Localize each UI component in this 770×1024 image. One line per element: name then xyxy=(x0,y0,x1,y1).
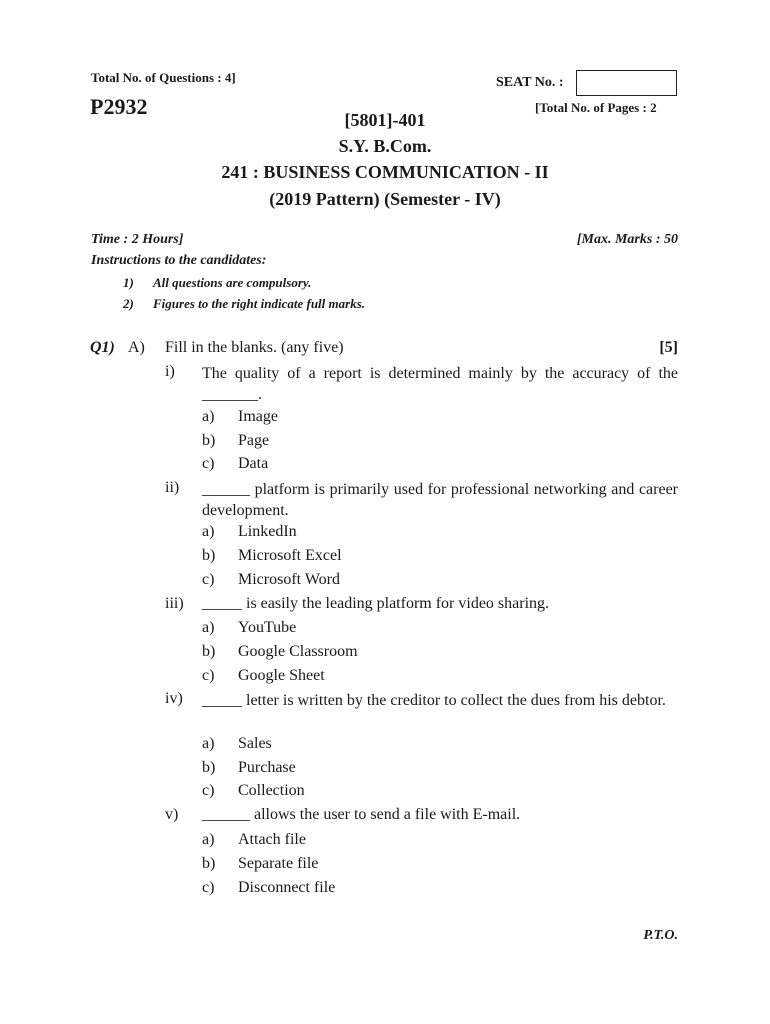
item-text: ______ allows the user to send a file with E-mail. xyxy=(202,806,521,823)
option-label: a) xyxy=(202,619,215,636)
pattern-title: (2019 Pattern) (Semester - IV) xyxy=(269,189,501,209)
option-label: c) xyxy=(202,455,215,472)
seat-label: SEAT No. : xyxy=(496,75,564,90)
item-text: _____ letter is written by the creditor to collect the dues from his debtor. xyxy=(202,692,666,709)
instruction-text: All questions are compulsory. xyxy=(153,275,312,290)
option-text: Google Classroom xyxy=(238,643,358,660)
instruction-text: Figures to the right indicate full marks. xyxy=(153,296,366,311)
seat-number-box[interactable] xyxy=(576,70,677,96)
option-label: b) xyxy=(202,432,216,449)
option-text: Separate file xyxy=(238,855,319,872)
paper-code: P2932 xyxy=(90,94,148,119)
max-marks: [Max. Marks : 50 xyxy=(576,232,678,247)
question-marks: [5] xyxy=(659,339,678,356)
instructions-title: Instructions to the candidates: xyxy=(91,253,267,268)
option-label: c) xyxy=(202,879,215,896)
question-number: Q1) xyxy=(90,339,115,356)
option-label: b) xyxy=(202,759,216,776)
option-text: Collection xyxy=(238,782,305,799)
total-questions: Total No. of Questions : 4] xyxy=(91,70,236,85)
course-title: S.Y. B.Com. xyxy=(338,136,432,156)
item-number: i) xyxy=(165,363,175,380)
item-number: iii) xyxy=(165,595,184,612)
option-label: a) xyxy=(202,523,215,540)
option-text: LinkedIn xyxy=(238,523,297,540)
option-text: Google Sheet xyxy=(238,667,325,684)
option-text: Microsoft Excel xyxy=(238,547,342,564)
option-label: c) xyxy=(202,667,215,684)
option-text: Microsoft Word xyxy=(238,571,340,588)
option-text: Disconnect file xyxy=(238,879,336,896)
item-number: ii) xyxy=(165,479,180,496)
item-text: The quality of a report is determined mainly by the accuracy of the _______. xyxy=(202,365,678,403)
subject-title: 241 : BUSINESS COMMUNICATION - II xyxy=(221,162,549,182)
option-text: YouTube xyxy=(238,619,297,636)
question-prompt: Fill in the blanks. (any five) xyxy=(165,339,344,356)
option-text: Purchase xyxy=(238,759,296,776)
option-text: Image xyxy=(238,408,278,425)
option-label: b) xyxy=(202,643,216,660)
option-label: b) xyxy=(202,855,216,872)
item-number: iv) xyxy=(165,690,183,707)
option-label: a) xyxy=(202,831,215,848)
option-text: Sales xyxy=(238,735,272,752)
option-text: Data xyxy=(238,455,269,472)
instruction-num: 2) xyxy=(123,296,134,311)
page-turn-note: P.T.O. xyxy=(643,928,678,943)
instruction-num: 1) xyxy=(123,275,134,290)
option-text: Attach file xyxy=(238,831,306,848)
option-label: b) xyxy=(202,547,216,564)
option-text: Page xyxy=(238,432,270,449)
option-label: c) xyxy=(202,782,215,799)
total-pages: [Total No. of Pages : 2 xyxy=(535,100,657,115)
question-part: A) xyxy=(128,339,145,356)
exam-code: [5801]-401 xyxy=(344,110,426,130)
item-text: ______ platform is primarily used for professional networking and career development. xyxy=(202,481,678,519)
time-label: Time : 2 Hours] xyxy=(91,232,184,247)
item-text: _____ is easily the leading platform for video sharing. xyxy=(202,595,550,612)
item-number: v) xyxy=(165,806,179,823)
option-label: a) xyxy=(202,408,215,425)
option-label: a) xyxy=(202,735,215,752)
option-label: c) xyxy=(202,571,215,588)
